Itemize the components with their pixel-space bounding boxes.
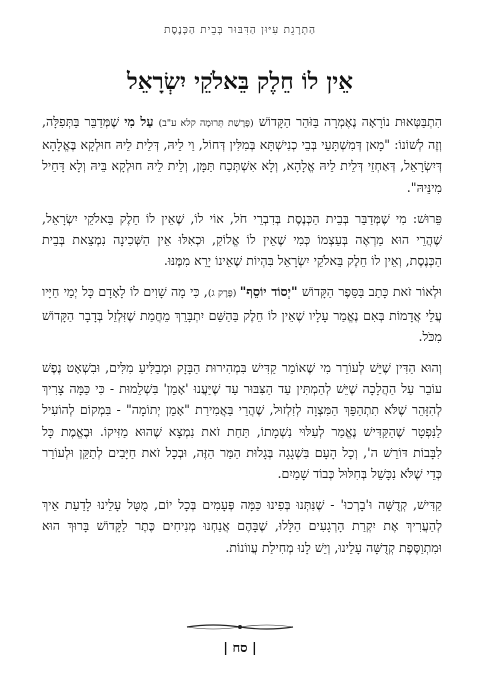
p1-text-c: שֶׁמְּדַבֵּר בַּתְּפִלָּה, וְזֶה לְשׁוֹנוֹ: "מָאן דְּמִשְׁתָּעֵי בְּבֵי כְנִישְׁתָּא בְּמִלִּין דְּחוֹל, וַי לֵיהּ, דְּלֵית לֵיהּ חוּלְקָא בֶּאֱלָהָא דְּיִשְׂרָאֵל, דְּאַחְזֵי דְּלֵית לֵיהּ אֱלָהָא, וְלָא אִשְׁתְּכַח תַּמָּן, וְלֵית לֵיהּ חוּלְקָא בֵּיהּ וְלָא דָּחֵיל מִינֵּיהּ". — [42, 114, 442, 195]
chapter-title: אֵין לוֹ חֵלֶק בֵּאלֹקֵי יִשְׂרָאֵל — [126, 68, 354, 95]
p1-source-ref: (פָּרָשַׁת תְּרוּמָה קלא ע"ב) — [158, 118, 254, 129]
p3-source-ref: (פֶּרֶק ג) — [207, 288, 240, 300]
paragraph-2: פֵּרוּשׁ: מִי שֶׁמְּדַבֵּר בְּבֵית הַכְּנֶסֶת בְּדִבְרֵי חֹל, אוֹי לוֹ, שֶׁאֵין לוֹ חֵלֶק בֵּאלֹקֵי יִשְׂרָאֵל, שֶׁהֲרֵי הוּא מַרְאֶה בְּעַצְמוֹ כְּמִי שֶׁאֵין לוֹ אֱלוֹקַ, וּכְאִלּוּ אֵין הַשְּׁכִינָה נִמְצֵאת בְּבֵית הַכְּנֶסֶת, וְאֵין לוֹ חֵלֶק בֵּאלֹקֵי יִשְׂרָאֵל בִּהְיוֹת שֶׁאֵינוֹ יָרֵא מִמֶּנּוּ. — [42, 210, 442, 269]
paragraph-4: וְהוּא הַדִּין שֶׁיֵּשׁ לְעוֹרֵר מִי שֶׁאוֹמֵר קַדִּישׁ בִּמְהִירוּת הַבָּזָק וּמְבַלִּיעַ מִלִּים, וּבִשְׁאָט נֶפֶשׁ עוֹבֵר עַל הַהֲלָכָה שֶׁיֵּשׁ לְהַמְתִּין עַד הַצִּבּוּר עַד שֶׁיַּעֲנוּ 'אָמֵן' בִּשְׁלֵמוּת - כִּי כַּמָּה צָרִיךְ לְהִזָּהֵר שֶׁלֹּא תִתְהַפֵּךְ הַמִּצְוָה לְזִלְזוּל, שֶׁהֲרֵי בַּאֲמִירַת "אָמֵן יְתוֹמָה" - בִּמְקוֹם לְהוֹעִיל לַנִּפְטָר שֶׁהַקַּדִּישׁ נֶאֱמַר לְעִלּוּי נִשְׁמָתוֹ, תַּחַת זֹאת נִמְצָא שֶׁהוּא מַזִּיקוֹ. וּבֶאֱמֶת כָּל לִבָּבוֹת דּוֹרֵשׁ ה', וְכָל הָעָם בִּשְׁגָגָה בְּגָלוּת הַמַּר הַזֶּה, וּבְכָל זֹאת חַיָּבִים לְתַקֵּן וּלְעוֹרֵר כְּדֵי שֶׁלֹּא נִכָּשֵׁל בְּחִלּוּל כְּבוֹד שָׁמַיִם. — [42, 360, 442, 482]
p1-bold-phrase: עַל מִי — [124, 114, 154, 129]
p3-text-a: וּלְאוֹר זֹאת כָּתַב בַּסֵּפֶר הַקָּדוֹשׁ — [297, 284, 443, 300]
divider-ornament — [0, 620, 480, 636]
page-number: | סח | — [223, 641, 257, 656]
body-text — [42, 111, 442, 568]
p1-text-a: הִתְבַּטְּאוּת נוֹרָאָה נֶאֶמְרָה בַּזֹּהַר הַקָּדוֹשׁ — [253, 114, 442, 129]
p3-text-b: , כִּי מָה שָׁוִים לוֹ לָאָדָם כָּל יְמֵי חַיָּיו עֲלֵי אֲדָמוֹת בְּאִם נֶאֱמַר עָלָיו שֶׁאֵין לוֹ חֵלֶק בַּהַשֵּׁם יִתְבָּרֵךְ מֵחֲמַת שֶׁזִּלְזֵל בְּדָבָר הַקָּדוֹשׁ מִכֹּל. — [42, 284, 442, 344]
p3-book-title: "יְסוֹד יוֹסֵף" — [239, 284, 298, 300]
paragraph-3 — [42, 281, 442, 347]
paragraph-5: קַדִּישׁ, קְדֻשָּׁה וּ'בָרְכוּ' - שֶׁנִּתְּנוּ בְּפִינוּ כַּמָּה פְּעָמִים בְּכָל יוֹם, מֻטָּל עָלֵינוּ לָדַעַת אֵיךְ לְהַעֲרִיךְ אֶת יִקְרַת הָרְגָעִים הַלָּלוּ, שֶׁבָּהֶם אֲנַחְנוּ מְנִיחִים כֶּתֶר לַקָּדוֹשׁ בָּרוּךְ הוּא וּמִתְוַסֶּפֶת קְדֻשָּׁה עָלֵינוּ, וְיֵשׁ לָנוּ מְחִילַת עֲווֹנוֹת. — [42, 497, 442, 555]
running-header: הַתְרָגֵת עִיּוּן הַדִּבּוּר בְּבֵית הַכְּנֶסֶת — [163, 24, 317, 36]
ornament-icon — [185, 620, 295, 634]
paragraph-1 — [42, 111, 442, 198]
